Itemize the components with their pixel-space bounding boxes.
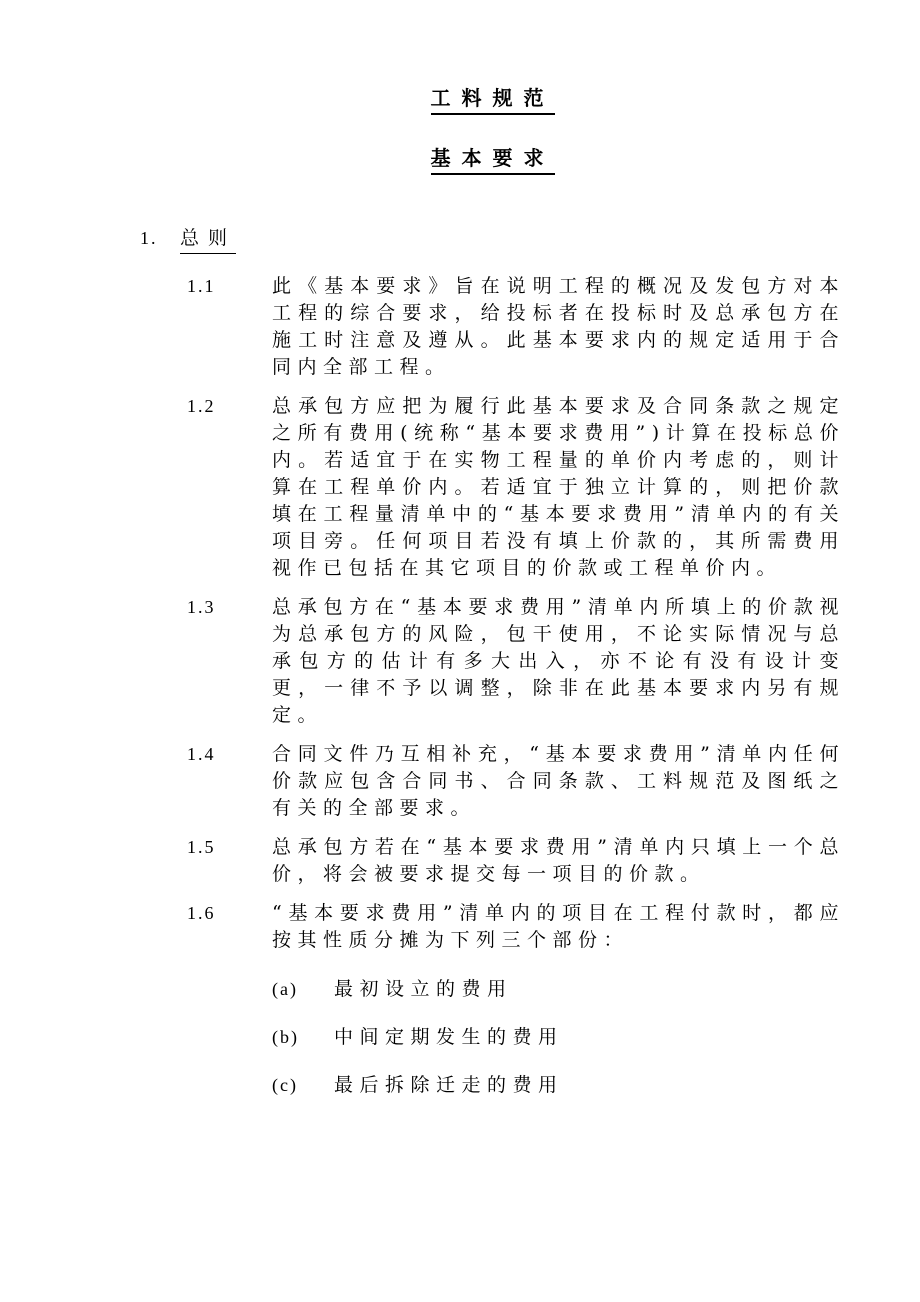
- subclause-marker: (c): [272, 1075, 298, 1095]
- section-heading-row: [140, 225, 920, 254]
- clause-1-6: [187, 900, 920, 954]
- clause-text: 合同文件乃互相补充，“基本要求费用”清单内任何价款应包含合同书、合同条款、工料规范及图纸之有关的全部要求。: [272, 743, 845, 819]
- subclause-b: [272, 1024, 920, 1051]
- subclause-marker: (a): [272, 979, 298, 999]
- clause-number: 1.4: [187, 744, 216, 764]
- clause-1-5: [187, 834, 920, 888]
- subclause-list: [272, 976, 920, 1099]
- subclause-text: 中间定期发生的费用: [334, 1026, 564, 1048]
- subclause-text: 最后拆除迁走的费用: [334, 1074, 564, 1096]
- clause-1-3: [187, 594, 920, 729]
- clause-number: 1.5: [187, 837, 216, 857]
- section-heading: 总则: [180, 225, 236, 254]
- document-title: 工料规范: [431, 86, 555, 115]
- clause-number: 1.6: [187, 903, 216, 923]
- subclause-text: 最初设立的费用: [334, 978, 513, 1000]
- clause-number: 1.2: [187, 396, 216, 416]
- clause-text: “基本要求费用”清单内的项目在工程付款时，都应按其性质分摊为下列三个部份：: [272, 902, 845, 951]
- document-subtitle: 基本要求: [431, 146, 555, 175]
- section-number: 1.: [140, 228, 158, 248]
- subtitle-block: [140, 146, 845, 175]
- clause-number: 1.3: [187, 597, 216, 617]
- title-block: [140, 86, 845, 115]
- clause-1-2: [187, 393, 920, 582]
- clause-list: [0, 273, 920, 1099]
- clause-text: 此《基本要求》旨在说明工程的概况及发包方对本工程的综合要求，给投标者在投标时及总承包方在施工时注意及遵从。此基本要求内的规定适用于合同内全部工程。: [272, 275, 845, 378]
- clause-number: 1.1: [187, 276, 216, 296]
- subclause-marker: (b): [272, 1027, 299, 1047]
- clause-1-1: [187, 273, 920, 381]
- subclause-c: [272, 1072, 920, 1099]
- subclause-a: [272, 976, 920, 1003]
- clause-text: 总承包方在“基本要求费用”清单内所填上的价款视为总承包方的风险，包干使用，不论实际情况与总承包方的估计有多大出入，亦不论有没有设计变更，一律不予以调整，除非在此基本要求内另有规定。: [272, 596, 845, 726]
- clause-1-4: [187, 741, 920, 822]
- clause-text: 总承包方应把为履行此基本要求及合同条款之规定之所有费用(统称“基本要求费用”)计算在投标总价内。若适宜于在实物工程量的单价内考虑的，则计算在工程单价内。若适宜于独立计算的，则把价款填在工程量清单中的“基本要求费用”清单内的有关项目旁。任何项目若没有填上价款的，其所需费用视作已包括在其它项目的价款或工程单价内。: [272, 395, 845, 579]
- clause-text: 总承包方若在“基本要求费用”清单内只填上一个总价，将会被要求提交每一项目的价款。: [272, 836, 845, 885]
